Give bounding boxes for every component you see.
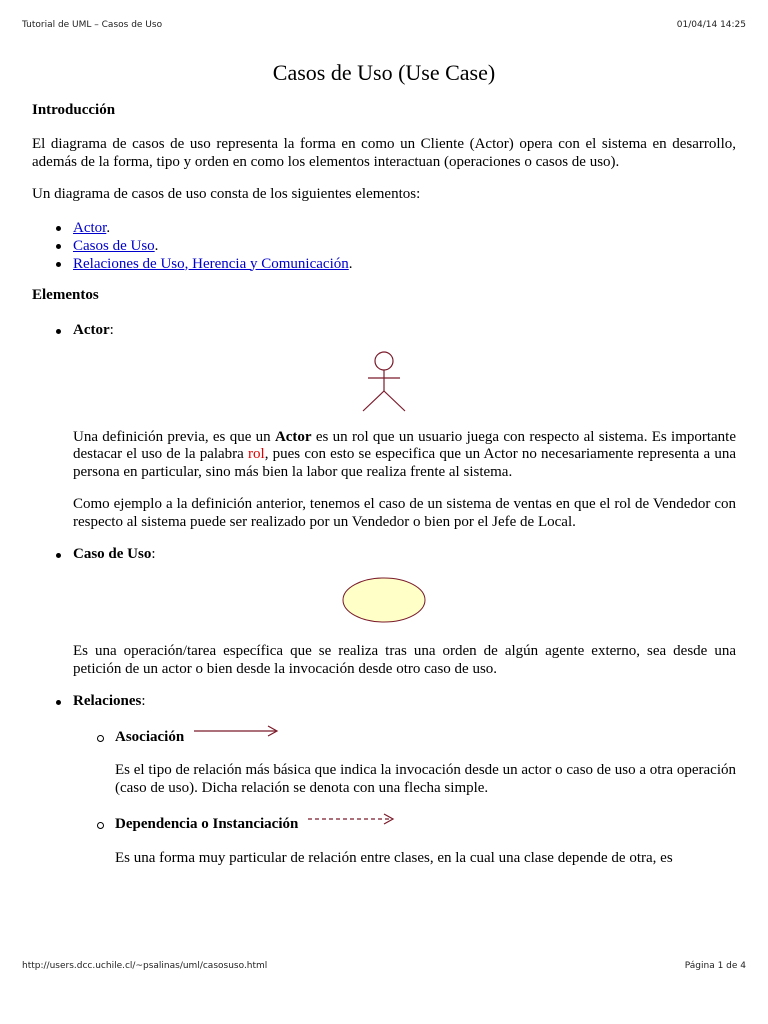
actor-title: Actor [73,321,110,338]
usecase-paragraph: Es una operación/tarea específica que se realiza tras una orden de algún agente externo, sea desde una petición de un actor o bien desde la invocación desde otro caso de uso. [73,643,736,677]
actor-item: Actor: [32,322,736,340]
association-title: Asociación [115,728,185,745]
print-footer [22,961,746,971]
list-item: Casos de Uso. [32,237,736,255]
actor-body [32,429,736,532]
intro-paragraph-1: El diagrama de casos de uso representa la forma en como un Cliente (Actor) opera con el sistema en desarrollo, además de la forma, tipo y orden en como los elementos interactuan (operaciones o casos de uso). [32,136,736,170]
association-arrow-icon [192,724,280,738]
association-paragraph: Es el tipo de relación más básica que indica la invocación desde un actor o caso de uso a otra operación (caso de uso). Dicha relación se denota con una flecha simple. [115,762,736,796]
list-item: Actor. [32,219,736,237]
page-content [32,58,736,882]
dependency-dashed-arrow-icon [306,812,396,826]
intro-heading: Introducción [32,102,116,118]
print-header-timestamp: 01/04/14 14:25 [676,20,746,30]
dependency-item [32,816,736,834]
dependency-body [32,850,736,868]
stick-figure-icon [359,351,409,413]
link-relaciones[interactable]: Relaciones de Uso, Herencia y Comunicación [73,255,349,272]
elements-heading: Elementos [32,286,99,303]
usecase-body [32,643,736,678]
dependency-paragraph: Es una forma muy particular de relación entre clases, en la cual una clase depende de otra, es [115,849,673,866]
association-body [32,762,736,797]
intro-paragraph-2: Un diagrama de casos de uso consta de los siguientes elementos: [32,186,421,202]
dependency-title: Dependencia o Instanciación [115,816,299,832]
list-item: Relaciones de Uso, Herencia y Comunicación. [32,255,736,273]
print-header [22,20,746,30]
print-footer-page-number: Página 1 de 4 [684,961,746,971]
relations-item: Relaciones: [32,693,736,711]
print-header-title: Tutorial de UML – Casos de Uso [22,20,163,30]
highlight-rol: rol [248,446,265,462]
actor-figure [32,351,736,419]
print-footer-url: http://users.dcc.uchile.cl/~psalinas/uml/casosuso.html [22,961,268,971]
relations-title: Relaciones [73,693,142,709]
page-title: Casos de Uso (Use Case) [272,60,496,85]
use-case-ellipse-icon [341,576,427,624]
actor-paragraph-1: Una definición previa, es que un Actor es un rol que un usuario juega con respecto al sistema. Es importante destacar el uso de la palabra rol, pues con esto se especifica que un Actor no necesariamente representa a una persona en particular, sino más bien la labor que realiza frente al sistema. [73,428,737,480]
association-item [32,729,736,747]
link-casos-de-uso[interactable]: Casos de Uso [73,237,155,254]
usecase-item: Caso de Uso: [32,546,736,564]
elements-link-list [32,219,736,273]
usecase-figure [32,576,736,630]
link-actor[interactable]: Actor [73,219,107,236]
actor-paragraph-2: Como ejemplo a la definición anterior, tenemos el caso de un sistema de ventas en que el rol de Vendedor con respecto al sistema puede ser realizado por un Vendedor o bien por el Jefe de Local. [73,496,736,530]
usecase-title: Caso de Uso [73,546,152,562]
